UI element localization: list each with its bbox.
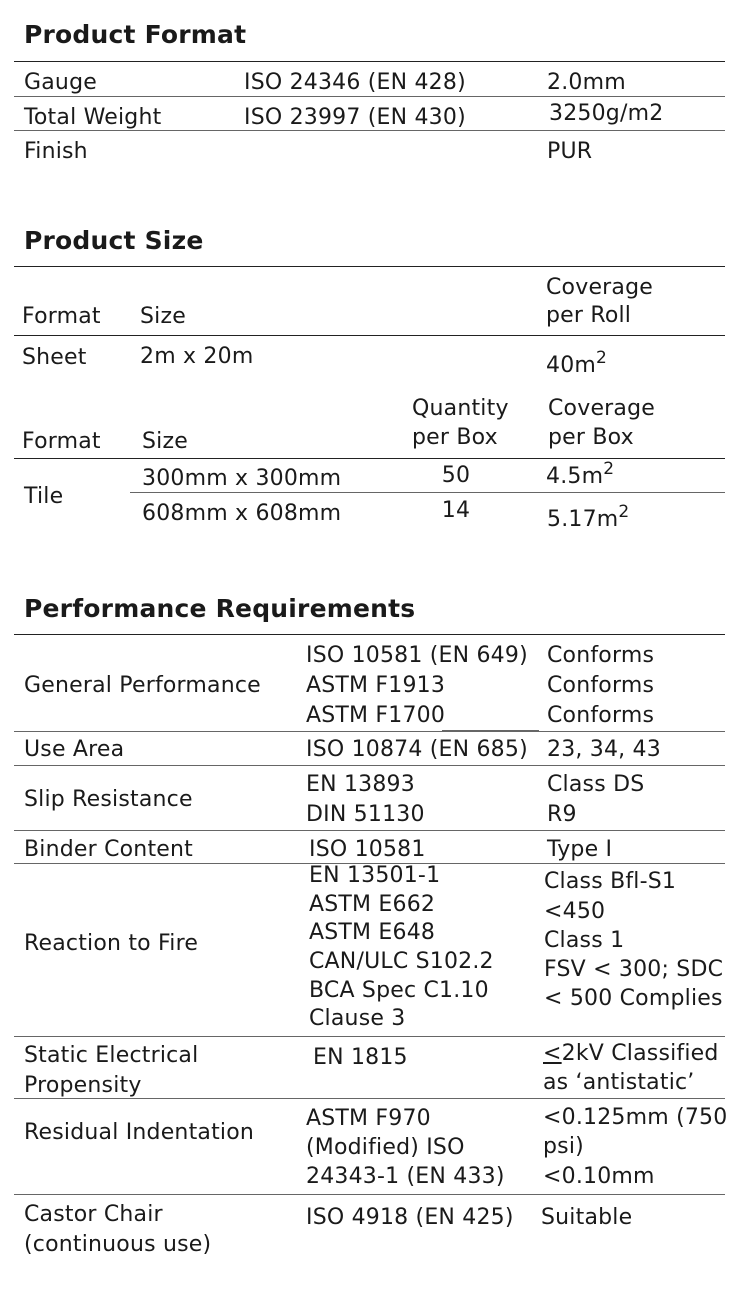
value-gauge: 2.0mm [547,70,626,95]
value-fire-2: <450 [544,899,606,924]
tile-header-coverage: Coverage [548,396,656,421]
standard-slip-1: EN 13893 [306,772,415,797]
value-use-area: 23, 34, 43 [547,737,661,762]
row-divider [14,1036,725,1037]
value-residual-2: psi) [543,1134,584,1159]
standard-residual-2: (Modified) ISO [306,1135,465,1160]
section-title-product-format: Product Format [24,20,247,49]
value-fire-3: Class 1 [544,928,625,953]
standard-residual-3: 24343-1 (EN 433) [306,1164,505,1189]
sheet-size: 2m x 20m [140,344,254,369]
value-residual-3: <0.10mm [543,1164,655,1189]
value-binder: Type I [547,837,613,862]
tile-quantity-300: 50 [441,463,471,488]
tile-size-300: 300mm x 300mm [142,466,342,491]
standard-general-1: ISO 10581 (EN 649) [306,643,528,668]
section-rule [14,266,725,267]
value-castor: Suitable [541,1205,633,1230]
standard-fire-4: CAN/ULC S102.2 [309,949,494,974]
section-title-performance: Performance Requirements [24,594,416,623]
value-general-2: Conforms [547,673,655,698]
property-finish: Finish [24,139,88,164]
property-castor-chair-line2: (continuous use) [24,1232,212,1257]
value-fire-1: Class Bfl-S1 [544,869,677,894]
value-finish: PUR [547,139,593,164]
property-total-weight: Total Weight [24,105,162,130]
value-fire-5: < 500 Complies [544,986,723,1011]
value-residual-1: <0.125mm (750 [543,1105,728,1130]
row-divider [14,1194,725,1195]
row-divider [14,765,725,766]
property-gauge: Gauge [24,70,97,95]
row-divider [14,830,725,831]
row-divider [14,731,725,732]
standard-binder: ISO 10581 [309,837,426,862]
property-use-area: Use Area [24,737,125,762]
tile-header-size: Size [142,429,188,454]
tile-header-coverage-line2: per Box [548,425,634,450]
sheet-format: Sheet [22,345,87,370]
value-static-2: as ‘antistatic’ [543,1070,695,1095]
value-general-1: Conforms [547,643,655,668]
standard-castor: ISO 4918 (EN 425) [306,1205,514,1230]
standard-general-2: ASTM F1913 [306,673,446,698]
property-residual-indentation: Residual Indentation [24,1120,255,1145]
sheet-header-coverage-line2: per Roll [546,303,632,328]
tile-size-608: 608mm x 608mm [142,501,342,526]
value-total-weight: 3250g/m2 [549,101,664,126]
tile-header-quantity-line2: per Box [412,425,498,450]
value-static-1: <2kV Classified [543,1041,719,1066]
value-slip-2: R9 [547,802,577,827]
value-slip-1: Class DS [547,772,645,797]
property-static-electrical: Static Electrical [24,1043,199,1068]
standard-fire-6: Clause 3 [309,1006,406,1031]
property-slip-resistance: Slip Resistance [24,787,193,812]
row-divider [14,130,725,131]
standard-fire-1: EN 13501-1 [309,863,441,888]
tile-quantity-608: 14 [441,498,471,523]
standard-total-weight: ISO 23997 (EN 430) [244,105,466,130]
sheet-header-coverage: Coverage [546,275,654,300]
header-rule [14,458,725,459]
tile-format: Tile [24,484,64,509]
property-binder-content: Binder Content [24,837,193,862]
sheet-header-format: Format [22,304,101,329]
standard-residual-1: ASTM F970 [306,1106,431,1131]
standard-use-area: ISO 10874 (EN 685) [306,737,528,762]
standard-gauge: ISO 24346 (EN 428) [244,70,466,95]
row-divider [14,96,725,97]
property-castor-chair: Castor Chair [24,1202,163,1227]
property-static-electrical-line2: Propensity [24,1073,142,1098]
standard-fire-5: BCA Spec C1.10 [309,978,489,1003]
tile-header-quantity: Quantity [412,396,509,421]
row-divider [14,1098,725,1099]
standard-static: EN 1815 [313,1045,408,1070]
section-rule [14,61,725,62]
property-general-performance: General Performance [24,673,261,698]
section-rule [14,634,725,635]
sheet-coverage: $40m^2$ [546,348,608,378]
tile-header-format: Format [22,429,101,454]
tile-coverage-608: $5.17m^2$ [547,502,630,532]
property-reaction-to-fire: Reaction to Fire [24,931,199,956]
standard-general-3: ASTM F1700 [306,703,446,728]
row-divider [130,492,725,493]
standard-slip-2: DIN 51130 [306,802,425,827]
standard-fire-3: ASTM E648 [309,920,436,945]
value-general-3: Conforms [547,703,655,728]
header-rule [14,335,725,336]
value-fire-4: FSV < 300; SDC [544,957,724,982]
section-title-product-size: Product Size [24,226,204,255]
sheet-header-size: Size [140,304,186,329]
standard-fire-2: ASTM E662 [309,892,436,917]
tile-coverage-300: $4.5m^2$ [546,459,615,489]
